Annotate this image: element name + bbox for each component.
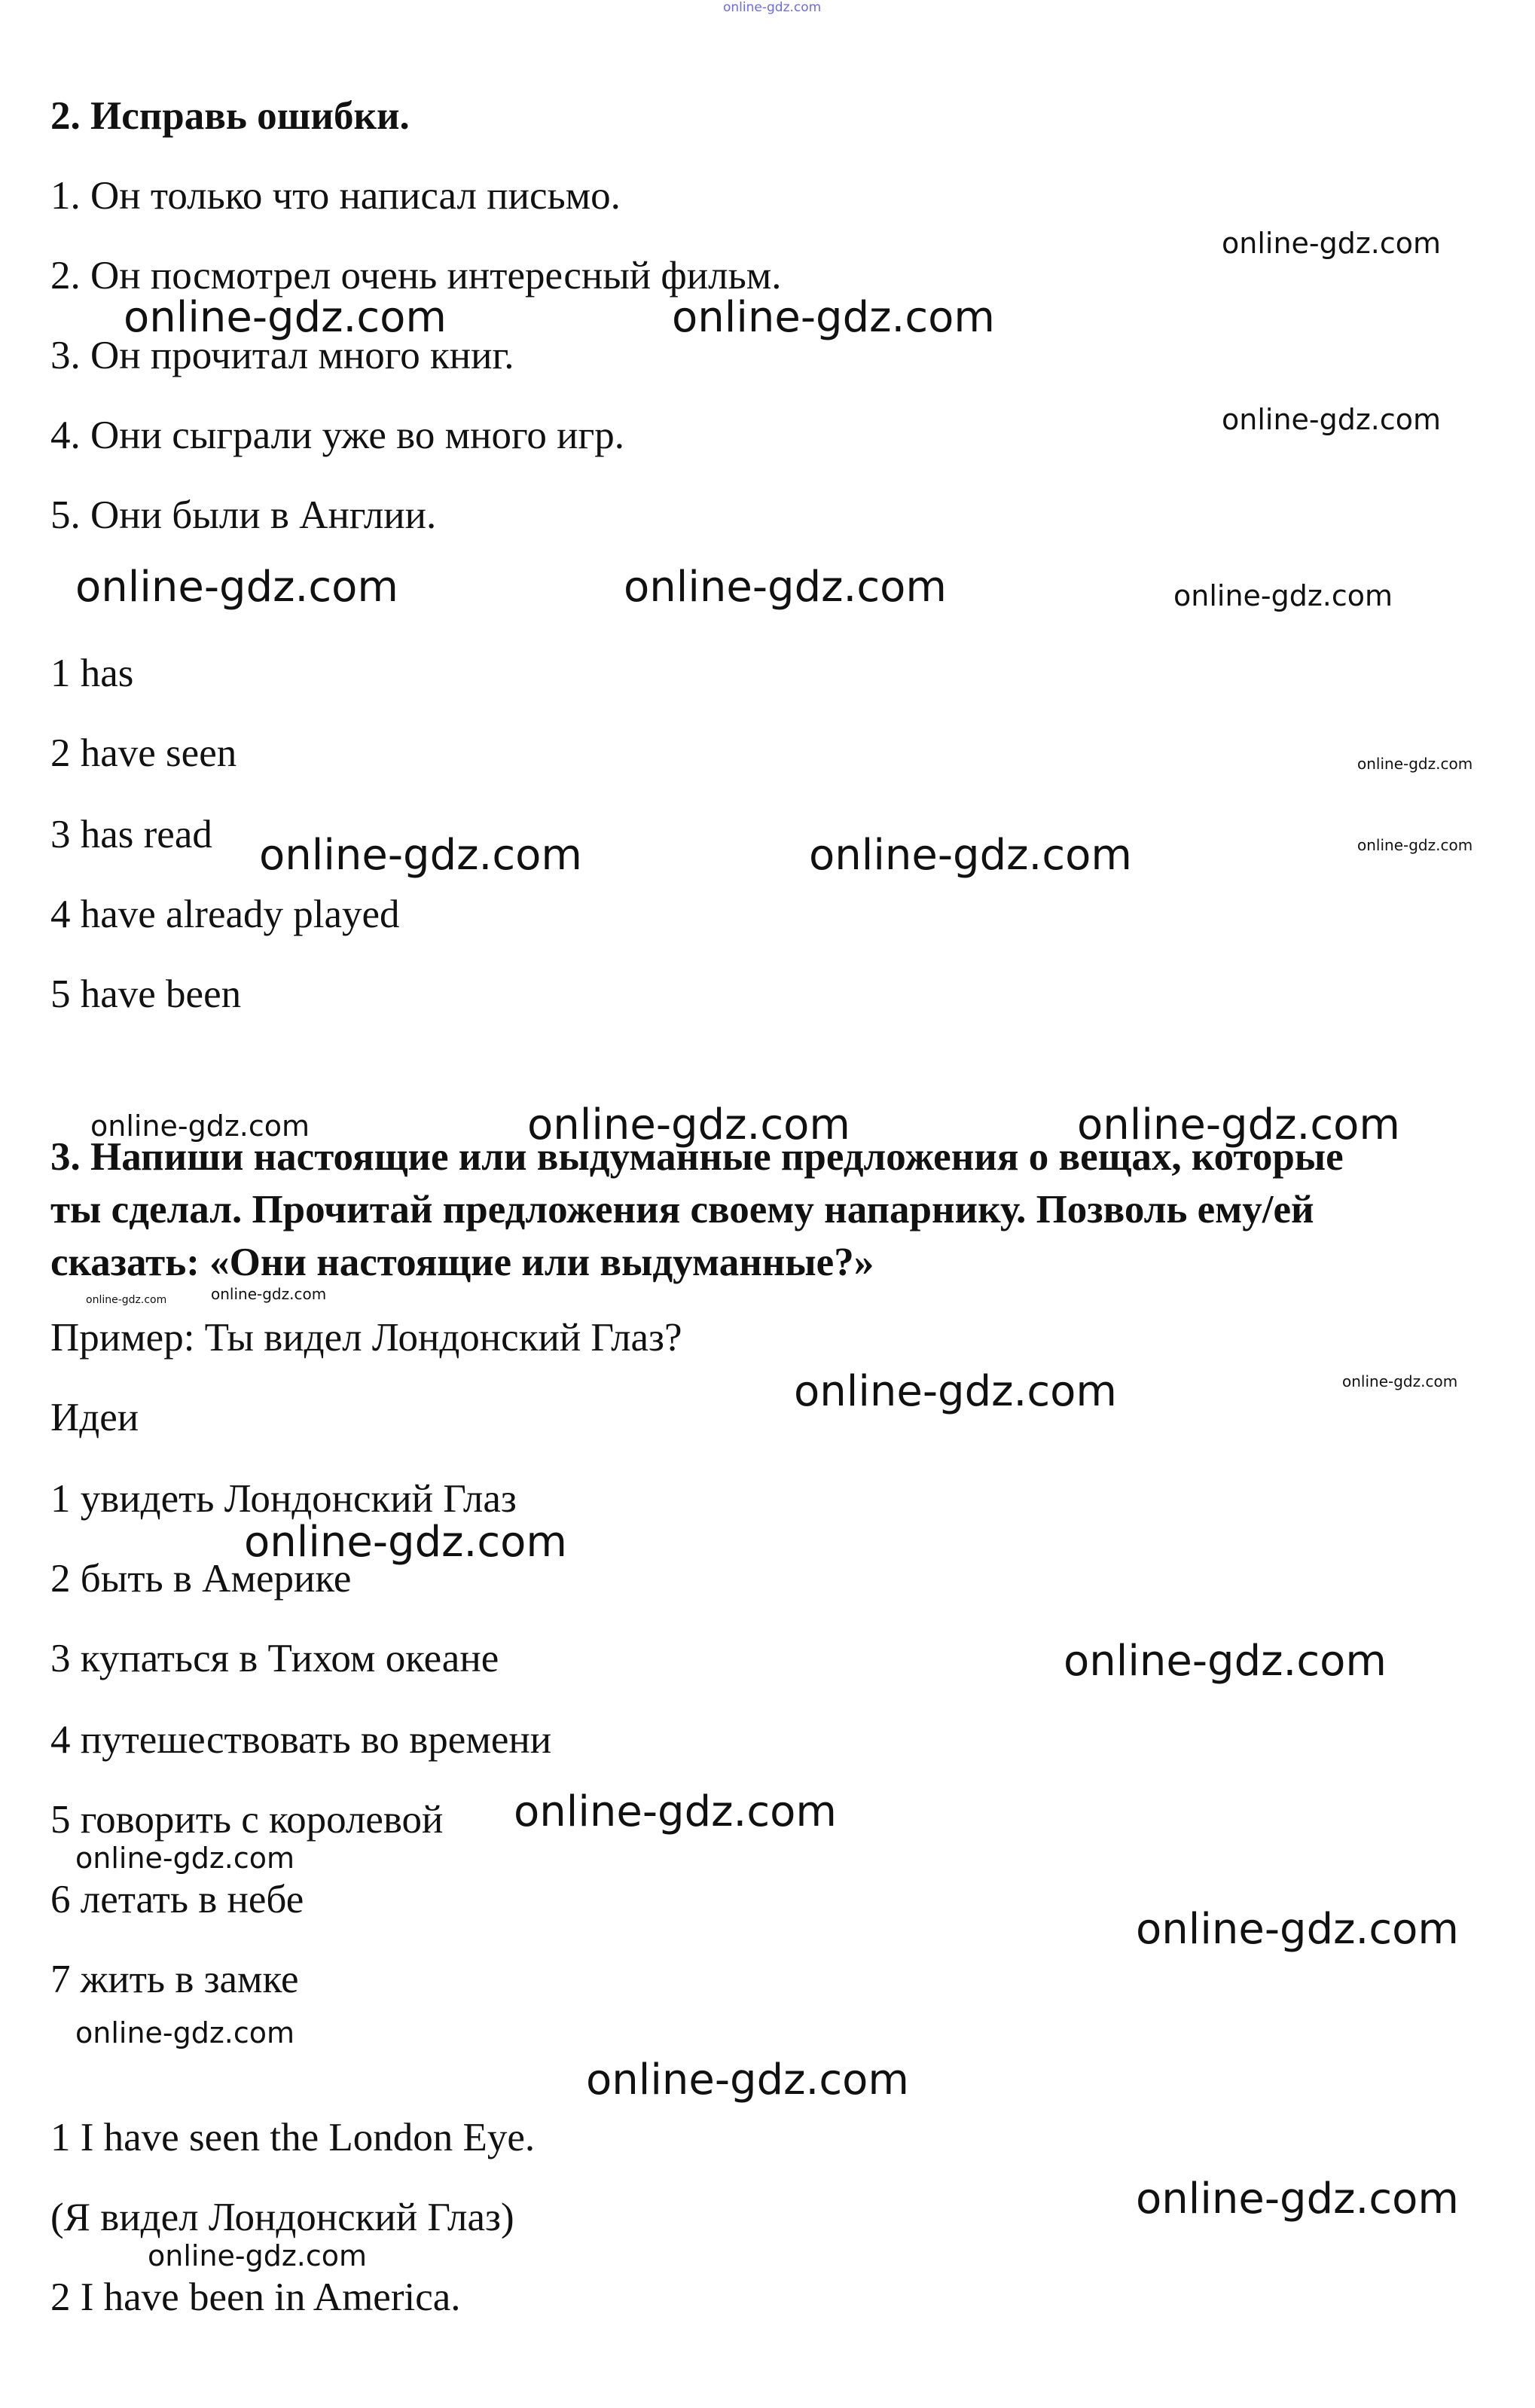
watermark: online-gdz.com [1136, 1905, 1459, 1954]
exercise-3-example: Пример: Ты видел Лондонский Глаз? [50, 1316, 682, 1360]
exercise-2-answer: 5 have been [50, 972, 242, 1016]
watermark: online-gdz.com [211, 1285, 327, 1303]
watermark: online-gdz.com [723, 0, 822, 15]
exercise-2-answer: 4 have already played [50, 893, 400, 936]
watermark: online-gdz.com [624, 563, 947, 612]
watermark: online-gdz.com [809, 831, 1132, 880]
exercise-2-answer: 2 have seen [50, 731, 237, 775]
exercise-3-answer: (Я видел Лондонский Глаз) [50, 2196, 514, 2239]
watermark: online-gdz.com [1357, 755, 1473, 773]
exercise-3-idea: 6 летать в небе [50, 1878, 304, 1921]
exercise-3-title-line: ты сделал. Прочитай предложения своему напарнику. Позволь ему/ей [50, 1188, 1314, 1231]
watermark: online-gdz.com [244, 1518, 567, 1567]
exercise-2-answer: 1 has [50, 652, 134, 695]
watermark: online-gdz.com [75, 2016, 295, 2049]
exercise-2-sentence: 5. Они были в Англии. [50, 493, 437, 537]
exercise-3-title-line: 3. Напиши настоящие или выдуманные предложения о вещах, которые [50, 1135, 1344, 1179]
exercise-3-idea: 1 увидеть Лондонский Глаз [50, 1477, 517, 1521]
watermark: online-gdz.com [1077, 1100, 1400, 1149]
exercise-3-idea: 2 быть в Америке [50, 1557, 352, 1601]
watermark: online-gdz.com [1222, 227, 1442, 260]
watermark: online-gdz.com [527, 1100, 850, 1149]
exercise-2-sentence: 2. Он посмотрел очень интересный фильм. [50, 254, 782, 298]
exercise-3-idea: 3 купаться в Тихом океане [50, 1637, 499, 1680]
exercise-2-sentence: 3. Он прочитал много книг. [50, 334, 514, 377]
watermark: online-gdz.com [1064, 1637, 1387, 1686]
watermark: online-gdz.com [75, 563, 398, 612]
exercise-3-answer: 1 I have seen the London Eye. [50, 2116, 536, 2159]
exercise-2-title: 2. Исправь ошибки. [50, 94, 410, 138]
watermark: online-gdz.com [75, 1842, 295, 1875]
watermark: online-gdz.com [259, 831, 582, 880]
watermark: online-gdz.com [90, 1109, 310, 1143]
exercise-2-sentence: 1. Он только что написал письмо. [50, 174, 621, 218]
exercise-3-idea: 4 путешествовать во времени [50, 1718, 552, 1762]
watermark: online-gdz.com [148, 2239, 368, 2272]
watermark: online-gdz.com [514, 1787, 837, 1836]
exercise-3-answer: 2 I have been in America. [50, 2275, 461, 2319]
exercise-3-idea: 5 говорить с королевой [50, 1798, 444, 1842]
watermark: online-gdz.com [124, 293, 447, 342]
watermark: online-gdz.com [1173, 579, 1393, 612]
watermark: online-gdz.com [1136, 2175, 1459, 2223]
watermark: online-gdz.com [1222, 403, 1442, 436]
watermark: online-gdz.com [794, 1367, 1117, 1416]
watermark: online-gdz.com [86, 1294, 167, 1306]
watermark: online-gdz.com [1342, 1372, 1458, 1390]
watermark: online-gdz.com [1357, 836, 1473, 854]
watermark: online-gdz.com [586, 2055, 909, 2104]
exercise-3-idea: 7 жить в замке [50, 1958, 299, 2001]
watermark: online-gdz.com [672, 293, 995, 342]
exercise-2-sentence: 4. Они сыграли уже во много игр. [50, 414, 625, 457]
exercise-2-answer: 3 has read [50, 813, 212, 856]
exercise-3-ideas-label: Идеи [50, 1396, 139, 1439]
exercise-3-title-line: сказать: «Они настоящие или выдуманные?» [50, 1241, 874, 1284]
